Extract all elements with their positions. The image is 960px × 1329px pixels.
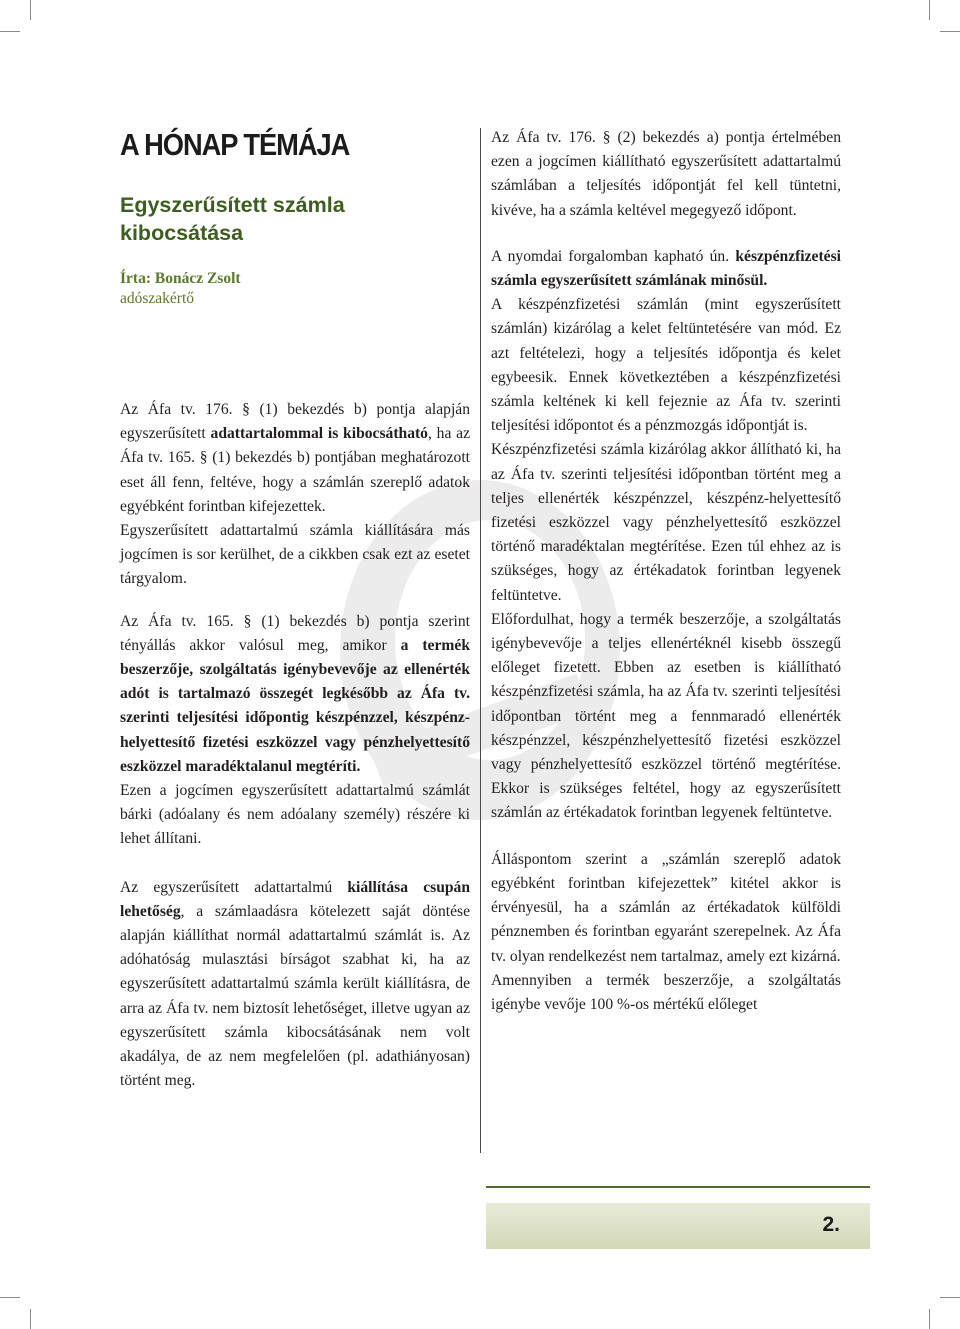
text-run: A nyomdai forgalomban kapható ún. <box>491 247 736 265</box>
page-number: 2. <box>822 1213 840 1236</box>
crop-mark <box>30 0 31 20</box>
bold-text-run: kiállítása csupán lehetőség <box>120 878 471 920</box>
crop-mark <box>929 0 930 20</box>
bold-text-run: készpénzfizetési számla egyszerűsített számlának minősül. <box>491 247 841 290</box>
crop-mark <box>940 31 960 32</box>
paragraph: A készpénzfizetési számlán (mint egyszerűsített számlán) kizárólag a kelet feltüntetésére van mód. Ez azt feltételezi, hogy a teljesítés időpontja és kelet egybeesik. Ennek következtében a készpénzfizetési számla keltének ki kell fejeznie az Áfa tv. szerinti teljesítési időpontot és a pénzmozgás időpontját is. <box>491 296 841 435</box>
text-run: Az egyszerűsített adattartalmú <box>120 878 348 896</box>
paragraph <box>120 610 470 779</box>
crop-mark <box>940 1297 960 1298</box>
author-label: Írta: <box>120 270 151 287</box>
paragraph <box>120 876 470 1094</box>
crop-mark <box>0 1297 20 1298</box>
paragraph <box>120 398 470 519</box>
paragraph: Az Áfa tv. 176. § (2) bekezdés a) pontja értelmében ezen a jogcímen kiállítható egyszerűsített adattartalmú számlában a teljesítés időpontját fel kell tüntetni, kivéve, ha a számla keltével megegyező időpont. <box>491 129 841 219</box>
right-column <box>491 126 841 1017</box>
author-byline <box>120 269 470 309</box>
crop-mark <box>0 31 20 32</box>
bold-text-run: adattartalommal is kibocsátható <box>210 425 428 443</box>
footer-rule <box>486 1186 870 1188</box>
paragraph <box>491 245 841 293</box>
left-column <box>120 126 470 1093</box>
bold-text-run: a termék beszerzője, szolgáltatás igénybevevője az ellenérték adót is tartalmazó összegét legkésőbb az Áfa tv. szerinti teljesítési időpontig készpénzzel, készpénz-helyettesítő fizetési eszközzel vagy pénzhelyettesítő eszközzel maradéktalanul megtéríti. <box>120 636 470 775</box>
crop-mark <box>30 1309 31 1329</box>
text-run: , ha az Áfa tv. 165. § (1) bekezdés b) pontjában meghatározott eset áll fenn, feltéve, hogy a számlán szereplő adatok egyébként forintban kifejezettek. <box>120 425 470 515</box>
paragraph: Készpénzfizetési számla kizárólag akkor állítható ki, ha az Áfa tv. szerinti teljesítési időpontban történt meg a teljes ellenérték készpénzzel, készpénz-helyettesítő fizetési eszközzel vagy pénzhelyettesítő eszközzel történő maradéktalan megtérítése. Ezen túl ehhez az is szükséges, hogy az értékadatok forintban legyenek feltüntetve. <box>491 441 841 604</box>
author-role: adószakértő <box>120 290 195 307</box>
paragraph: Álláspontom szerint a „számlán szereplő adatok egyébként forintban kifejezettek” kitétel akkor is érvényesül, ha a számlán az értékadatok külföldi pénznemben és forintban egyaránt szerepelnek. Az Áfa tv. olyan rendelkezést nem tartalmaz, amely ezt kizárná. <box>491 850 841 965</box>
crop-mark <box>929 1309 930 1329</box>
author-name: Bonácz Zsolt <box>154 270 241 287</box>
paragraph: Amennyiben a termék beszerzője, a szolgáltatás igénybe vevője 100 %-os mértékű előleget <box>491 971 841 1013</box>
text-run: Az Áfa tv. 165. § (1) bekezdés b) pontja szerint tényállás akkor valósul meg, amikor <box>120 612 470 654</box>
paragraph: Előfordulhat, hogy a termék beszerzője, a szolgáltatás igénybevevője a teljes ellenértéknél kisebb összegű előleget fizetett. Ebben az esetben is kiállítható készpénzfizetési számla, ha az Áfa tv. szerinti teljesítési időpontban történt meg a fennmaradó ellenérték készpénzzel, készpénzhelyettesítő fizetési eszközzel vagy pénzhelyettesítő eszközzel történő megtérítése. Ekkor is szükséges feltétel, hogy az egyszerűsített számlán az értékadatok forintban legyenek feltüntetve. <box>491 610 841 822</box>
text-run: Az Áfa tv. 176. § (1) bekezdés b) pontja alapján egyszerűsített <box>120 401 470 443</box>
footer-bar <box>486 1203 870 1249</box>
article-title: Egyszerűsített számla kibocsátása <box>120 193 345 245</box>
paragraph: Ezen a jogcímen egyszerűsített adattartalmú számlát bárki (adóalany és nem adóalany személy) részére ki lehet állítani. <box>120 782 470 848</box>
section-title: A HÓNAP TÉMÁJA <box>120 127 350 162</box>
paragraph: Egyszerűsített adattartalmú számla kiállítására más jogcímen is sor kerülhet, de a cikkben csak ezt az esetet tárgyalom. <box>120 522 470 588</box>
column-divider <box>480 128 481 1153</box>
text-run: , a számlaadásra kötelezett saját döntése alapján kiállíthat normál adattartalmú számlát is. Az adóhatóság mulasztási bírságot szabhat ki, ha az egyszerűsített adattartalmú számla került kiállításra, de arra az Áfa tv. nem biztosít lehetőséget, illetve ugyan az egyszerűsített számla kibocsátásának nem volt akadálya, de az nem megfelelően (pl. adathiányosan) történt meg. <box>120 902 470 1090</box>
